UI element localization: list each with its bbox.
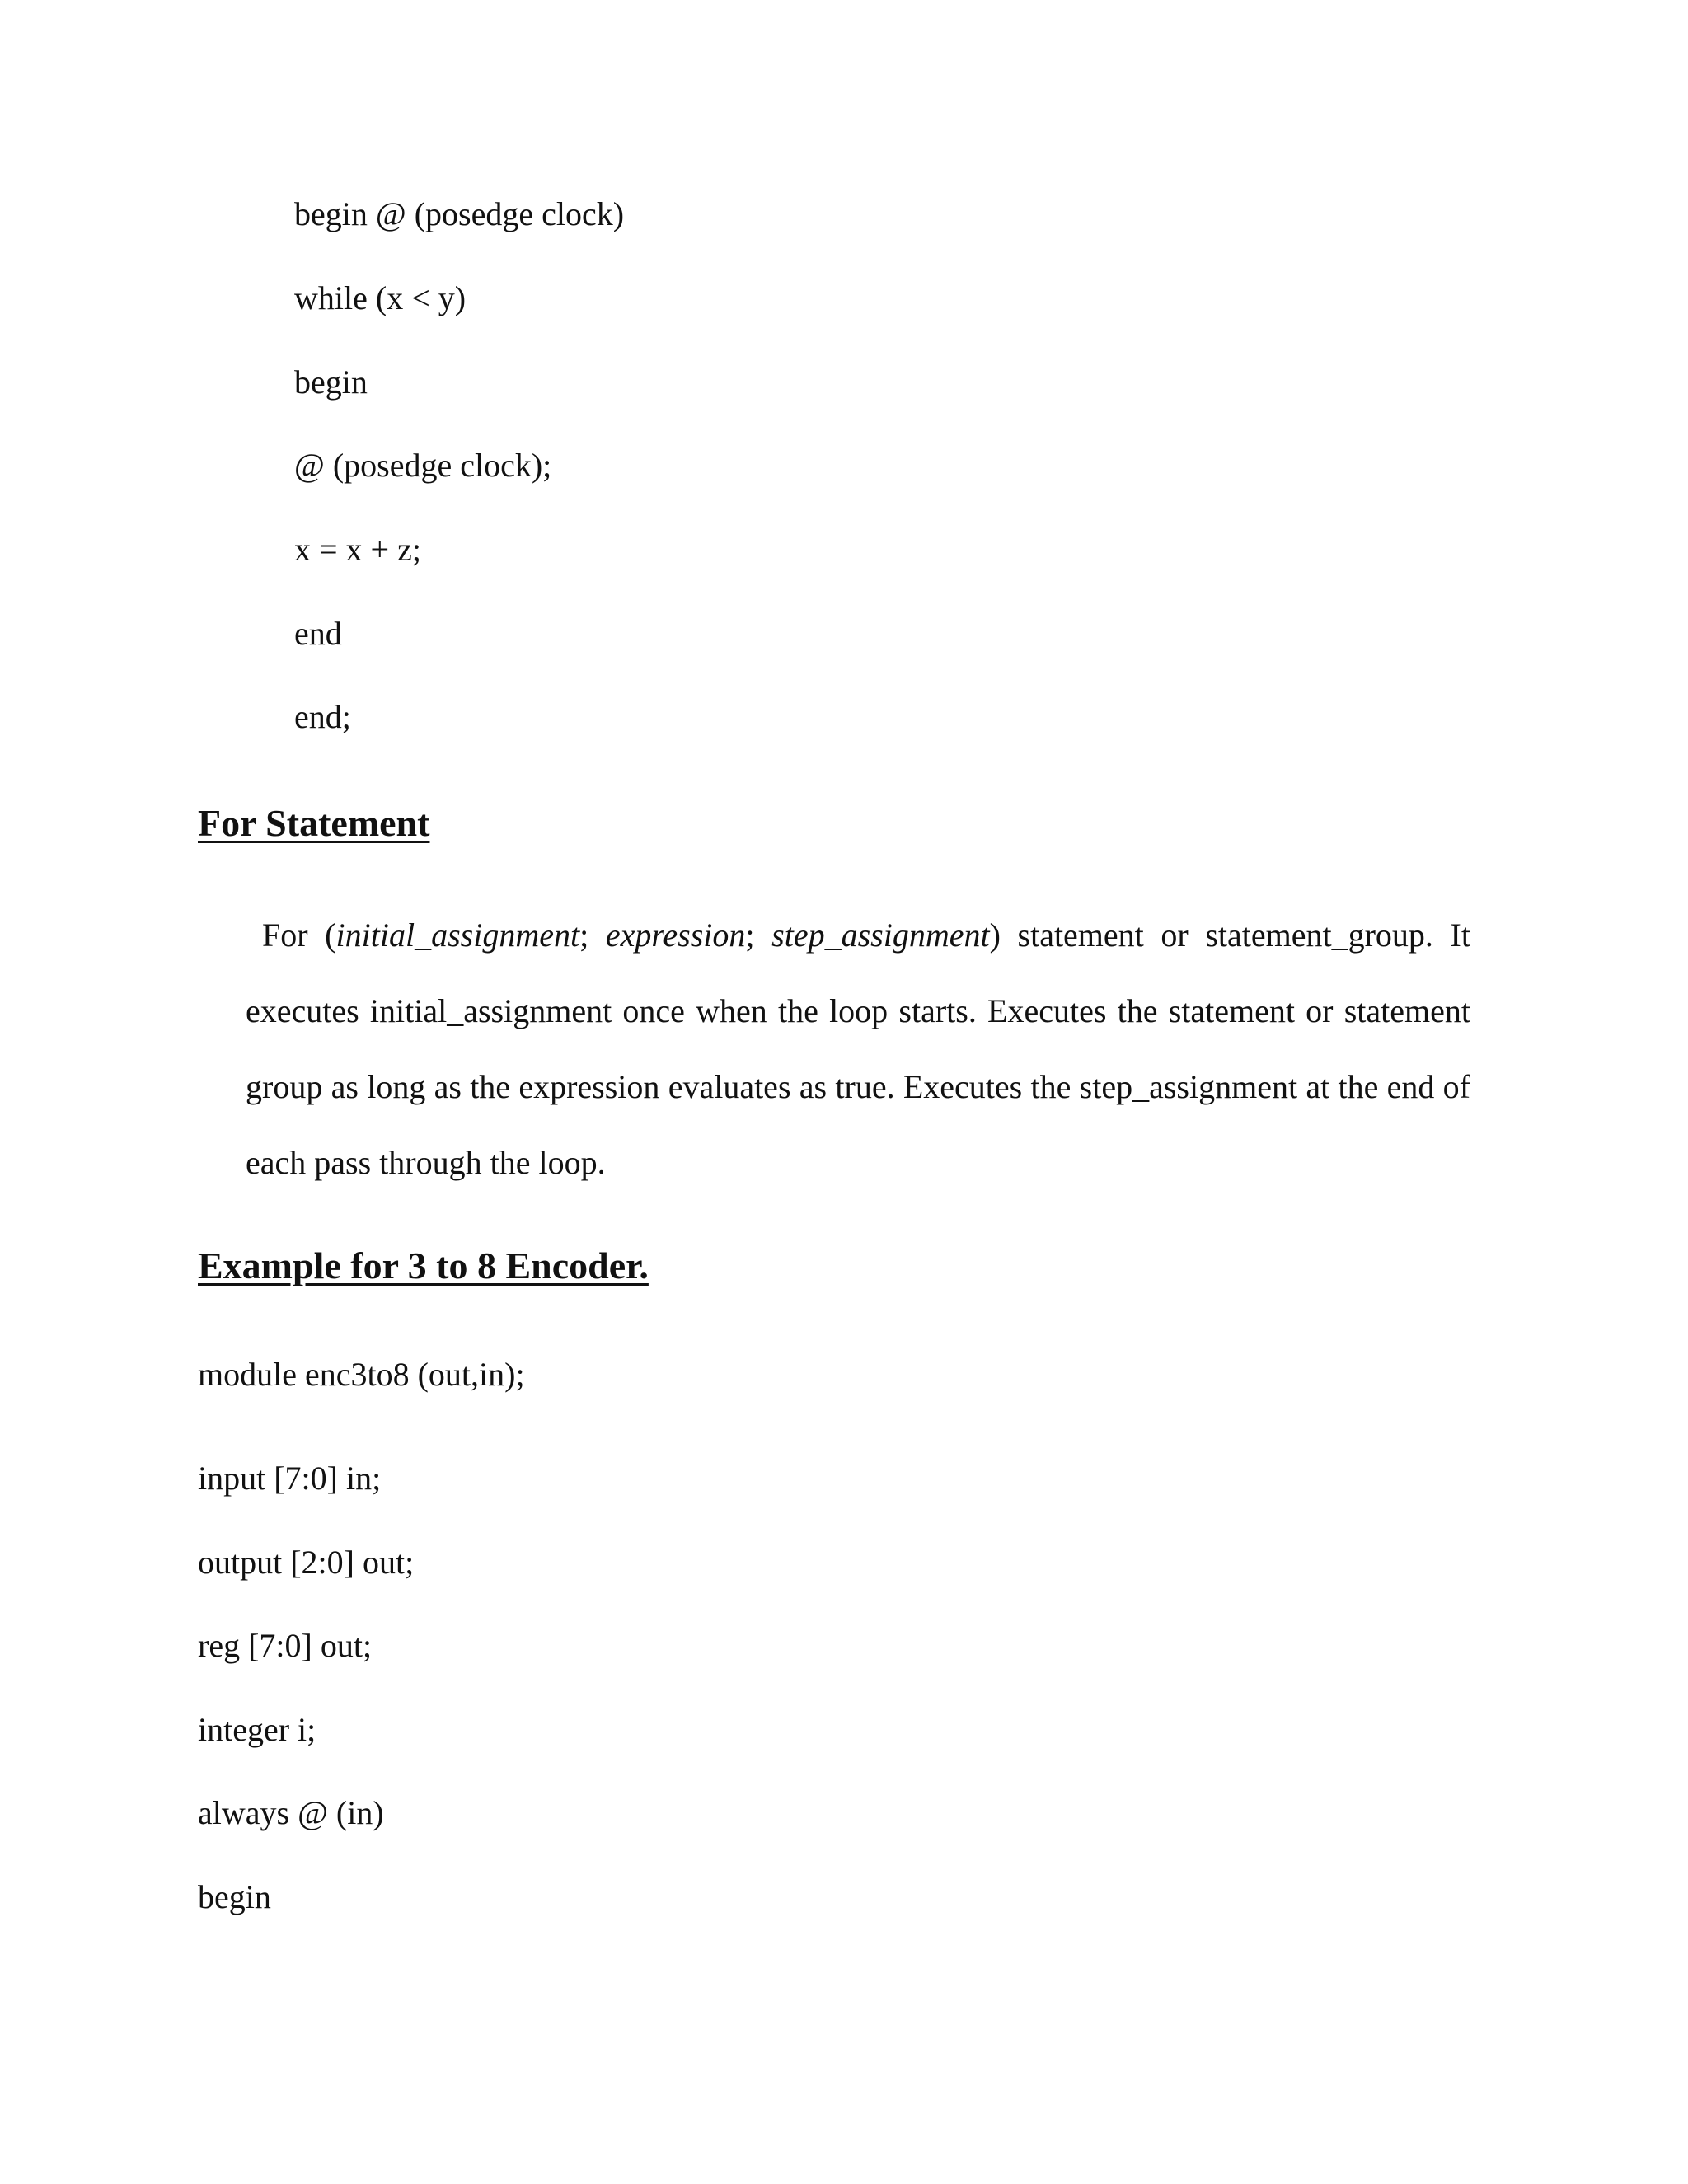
- paragraph-sep-2: ;: [745, 916, 772, 954]
- paragraph-rest: ) statement or statement_group. It executes initial_assignment once when the loop starts. Executes the statement or statement group as long as the expression evaluates as true. Executes the step_assignment at the end of each pass through the loop.: [246, 916, 1470, 1181]
- code-line-4: @ (posedge clock);: [294, 447, 552, 484]
- code-line-7: end;: [294, 698, 351, 735]
- example-code-line-5: integer i;: [198, 1711, 316, 1748]
- code-line-5: x = x + z;: [294, 531, 421, 568]
- paragraph-lead: For (: [262, 916, 336, 954]
- code-line-6: end: [294, 615, 342, 652]
- code-line-2: while (x < y): [294, 279, 467, 316]
- for-statement-paragraph: [246, 898, 1470, 1201]
- paragraph-sep-1: ;: [579, 916, 606, 954]
- paragraph-arg-step-assignment: step_assignment: [771, 916, 990, 954]
- example-code-line-3: output [2:0] out;: [198, 1544, 415, 1581]
- example-code-line-1: module enc3to8 (out,in);: [198, 1356, 525, 1393]
- example-code-line-2: input [7:0] in;: [198, 1460, 382, 1497]
- example-code-line-7: begin: [198, 1878, 271, 1915]
- example-code-line-6: always @ (in): [198, 1794, 384, 1831]
- code-line-1: begin @ (posedge clock): [294, 195, 625, 232]
- section-heading-for-statement: For Statement: [198, 802, 430, 844]
- section-heading-example: Example for 3 to 8 Encoder.: [198, 1244, 649, 1286]
- paragraph-arg-initial-assignment: initial_assignment: [335, 916, 580, 954]
- code-line-3: begin: [294, 363, 368, 401]
- paragraph-arg-expression: expression: [605, 916, 746, 954]
- example-code-line-4: reg [7:0] out;: [198, 1627, 373, 1664]
